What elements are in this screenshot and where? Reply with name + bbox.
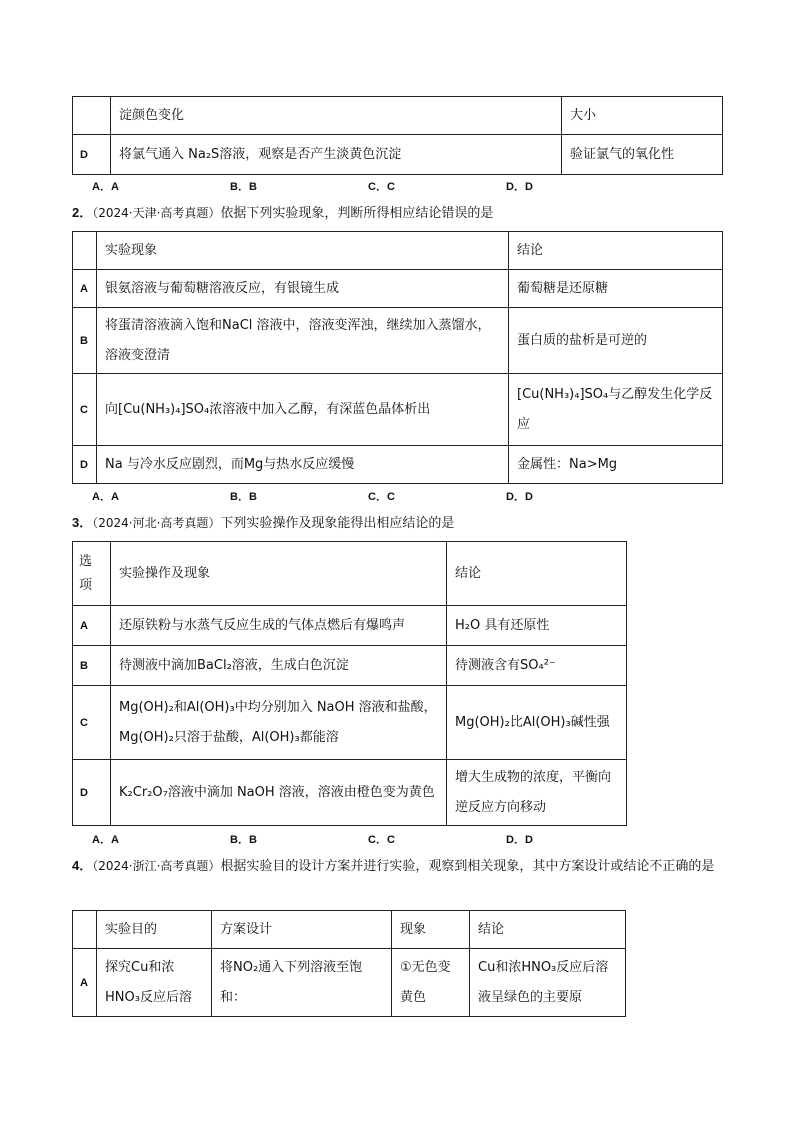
table-row [73, 97, 723, 135]
row-label: A [73, 606, 111, 646]
table-row [73, 374, 723, 446]
header-label [73, 232, 97, 270]
q2-options [92, 488, 644, 504]
table-row [73, 308, 723, 374]
row-label: C [73, 374, 97, 446]
header-purpose: 实验目的 [97, 911, 212, 949]
q2-table [72, 231, 723, 484]
row-conclusion: H₂O 具有还原性 [447, 606, 627, 646]
row-content: 银氨溶液与葡萄糖溶液反应，有银镜生成 [97, 270, 509, 308]
option-b[interactable]: B．B [230, 181, 257, 193]
q3-table [72, 541, 627, 826]
header-phenomenon: 实验现象 [97, 232, 509, 270]
row-content: Na 与冷水反应剧烈，而Mg与热水反应缓慢 [97, 446, 509, 484]
q3-options [92, 831, 644, 847]
question-source: （2024·天津·高考真题） [92, 206, 221, 220]
header-conclusion: 结论 [447, 542, 627, 606]
row-label: D [73, 760, 111, 826]
table-header-row [73, 232, 723, 270]
q3-heading [72, 512, 454, 535]
row-label: B [73, 646, 111, 686]
row-conclusion: 大小 [562, 97, 723, 135]
row-purpose: 探究Cu和浓HNO₃反应后溶 [97, 949, 212, 1017]
header-conclusion: 结论 [509, 232, 723, 270]
table-header-row [73, 911, 626, 949]
question-text: 依据下列实验现象，判断所得相应结论错误的是 [220, 206, 494, 221]
table-row [73, 446, 723, 484]
row-conclusion: Mg(OH)₂比Al(OH)₃碱性强 [447, 686, 627, 760]
table-row [73, 949, 626, 1017]
row-conclusion: 葡萄糖是还原糖 [509, 270, 723, 308]
row-label: C [73, 686, 111, 760]
row-content: Mg(OH)₂和Al(OH)₃中均分别加入 NaOH 溶液和盐酸，Mg(OH)₂只溶于盐酸，Al(OH)₃都能溶 [111, 686, 447, 760]
table-row [73, 686, 627, 760]
question-text: 根据实验目的设计方案并进行实验，观察到相关现象，其中方案设计或结论不正确的是 [220, 859, 715, 874]
option-c[interactable]: C．C [368, 834, 395, 846]
option-d[interactable]: D．D [506, 491, 533, 503]
row-design: 将NO₂通入下列溶液至饱和： [212, 949, 392, 1017]
row-conclusion: 金属性：Na>Mg [509, 446, 723, 484]
row-conclusion: 增大生成物的浓度，平衡向逆反应方向移动 [447, 760, 627, 826]
q4-table [72, 910, 626, 1017]
table-header-row [73, 542, 627, 606]
row-content: 还原铁粉与水蒸气反应生成的气体点燃后有爆鸣声 [111, 606, 447, 646]
question-number: 3． [72, 515, 93, 530]
table-row [73, 760, 627, 826]
question-number: 2． [72, 205, 93, 220]
row-label [73, 97, 111, 135]
row-conclusion: Cu和浓HNO₃反应后溶液呈绿色的主要原 [470, 949, 626, 1017]
header-operation: 实验操作及现象 [111, 542, 447, 606]
row-content: 淀颜色变化 [111, 97, 562, 135]
option-a[interactable]: A．A [92, 491, 119, 503]
question-text: 下列实验操作及现象能得出相应结论的是 [220, 516, 455, 531]
header-conclusion: 结论 [470, 911, 626, 949]
q1-options [92, 178, 644, 194]
row-content: 向[Cu(NH₃)₄]SO₄浓溶液中加入乙醇，有深蓝色晶体析出 [97, 374, 509, 446]
table-row [73, 270, 723, 308]
option-b[interactable]: B．B [230, 834, 257, 846]
row-label: A [73, 949, 97, 1017]
row-content: 待测液中滴加BaCl₂溶液，生成白色沉淀 [111, 646, 447, 686]
header-phenomenon: 现象 [392, 911, 470, 949]
row-content: 将氯气通入 Na₂S溶液，观察是否产生淡黄色沉淀 [111, 135, 562, 175]
q1-table [72, 96, 723, 175]
option-d[interactable]: D．D [506, 181, 533, 193]
header-design: 方案设计 [212, 911, 392, 949]
option-a[interactable]: A．A [92, 834, 119, 846]
row-conclusion: [Cu(NH₃)₄]SO₄与乙醇发生化学反应 [509, 374, 723, 446]
row-conclusion: 待测液含有SO₄²⁻ [447, 646, 627, 686]
q4-heading [72, 855, 718, 878]
question-source: （2024·河北·高考真题） [92, 516, 221, 530]
row-phenomenon: ①无色变黄色 [392, 949, 470, 1017]
table-row [73, 135, 723, 175]
option-b[interactable]: B．B [230, 491, 257, 503]
row-label: D [73, 446, 97, 484]
row-label: A [73, 270, 97, 308]
question-number: 4． [72, 858, 93, 873]
row-conclusion: 蛋白质的盐析是可逆的 [509, 308, 723, 374]
q2-heading [72, 202, 493, 225]
option-d[interactable]: D．D [506, 834, 533, 846]
row-conclusion: 验证氯气的氧化性 [562, 135, 723, 175]
question-source: （2024·浙江·高考真题） [92, 859, 221, 873]
header-label: 选项 [73, 542, 111, 606]
header-label [73, 911, 97, 949]
option-a[interactable]: A．A [92, 181, 119, 193]
table-row [73, 606, 627, 646]
row-label: B [73, 308, 97, 374]
row-content: 将蛋清溶液滴入饱和NaCl 溶液中，溶液变浑浊，继续加入蒸馏水，溶液变澄清 [97, 308, 509, 374]
table-row [73, 646, 627, 686]
option-c[interactable]: C．C [368, 181, 395, 193]
row-label: D [73, 135, 111, 175]
option-c[interactable]: C．C [368, 491, 395, 503]
row-content: K₂Cr₂O₇溶液中滴加 NaOH 溶液，溶液由橙色变为黄色 [111, 760, 447, 826]
